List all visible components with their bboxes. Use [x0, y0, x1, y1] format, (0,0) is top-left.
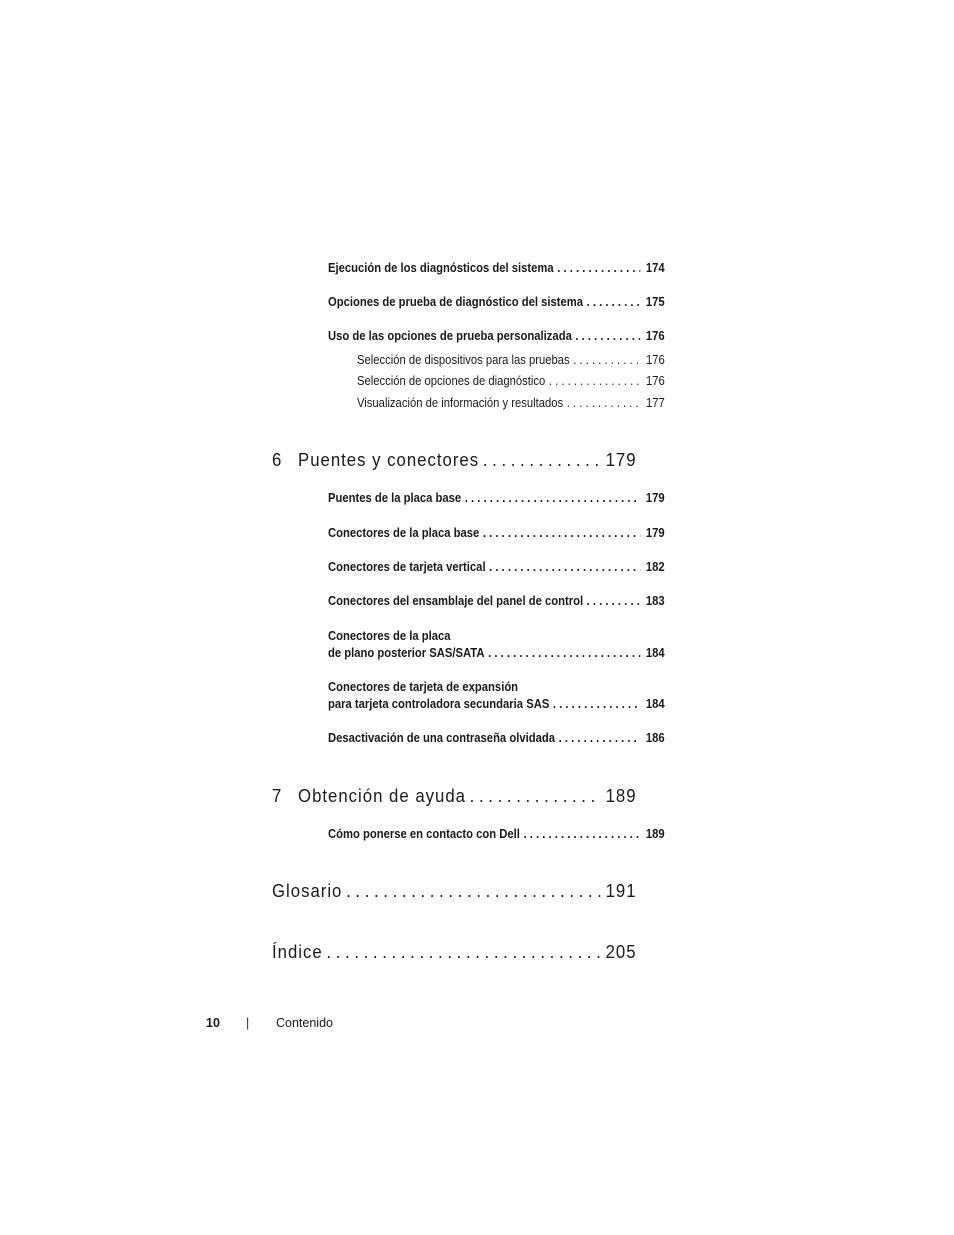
toc-entry-page: 182 [645, 560, 665, 574]
toc-entry-title: Conectores del ensamblaje del panel de control [328, 594, 584, 608]
toc-indice[interactable] [272, 942, 637, 963]
leader-dots [553, 696, 640, 713]
toc-entry-page: 176 [645, 329, 665, 343]
chapter-title: Obtención de ayuda [298, 786, 466, 806]
toc-entry-conectores-placa-base[interactable] [328, 526, 665, 540]
chapter-number: 6 [272, 450, 283, 470]
leader-dots [587, 295, 641, 309]
leader-dots [549, 374, 641, 388]
leader-dots [483, 526, 640, 540]
chapter-page: 189 [605, 786, 637, 806]
page-number: 10 [206, 1016, 220, 1030]
leader-dots [326, 942, 600, 963]
toc-entry-title: Cómo ponerse en contacto con Dell [328, 827, 520, 841]
leader-dots [575, 329, 640, 343]
chapter-page: 191 [605, 881, 637, 901]
chapter-number: 7 [272, 786, 283, 806]
chapter-page: 179 [605, 450, 637, 470]
toc-entry-title: Desactivación de una contraseña olvidada [328, 731, 555, 745]
leader-dots [524, 827, 641, 841]
toc-entry-conectores-tarjeta-vertical[interactable] [328, 560, 665, 574]
toc-subentry-seleccion-dispositivos[interactable] [357, 353, 665, 367]
toc-glosario[interactable] [272, 881, 637, 902]
chapter-title: Índice [272, 942, 323, 962]
toc-entry-opciones-prueba[interactable] [328, 295, 665, 309]
toc-entry-uso-opciones[interactable] [328, 329, 665, 343]
toc-subentry-visualizacion[interactable] [357, 396, 665, 410]
toc-entry-page: 179 [645, 491, 665, 505]
leader-dots [559, 731, 641, 745]
footer-section-name: Contenido [276, 1016, 333, 1030]
toc-entry-page: 179 [645, 526, 665, 540]
leader-dots [470, 786, 600, 807]
page-footer [206, 1016, 333, 1030]
toc-entry-title: Conectores de tarjeta vertical [328, 560, 486, 574]
toc-entry-title: Visualización de información y resultados [357, 396, 564, 410]
footer-separator: | [246, 1016, 250, 1030]
leader-dots [346, 881, 600, 902]
toc-entry-conectores-panel-control[interactable] [328, 594, 665, 608]
toc-entry-title: Conectores de la placa base [328, 526, 480, 540]
toc-entry-title-line1: Conectores de tarjeta de expansión [328, 680, 519, 694]
toc-entry-page: 184 [645, 646, 665, 660]
toc-entry-page: 177 [646, 396, 665, 410]
leader-dots [567, 396, 641, 410]
toc-entry-title-line2: para tarjeta controladora secundaria SAS [328, 697, 550, 711]
toc-entry-page: 175 [645, 295, 665, 309]
toc-chapter-7[interactable] [272, 786, 637, 807]
toc-entry-page: 176 [646, 353, 665, 367]
chapter-title: Puentes y conectores [298, 450, 480, 470]
toc-entry-conectores-tarjeta-expansion[interactable] [328, 679, 665, 713]
leader-dots [488, 645, 640, 662]
toc-entry-title-line1: Conectores de la placa [328, 629, 451, 643]
toc-entry-page: 183 [645, 594, 665, 608]
chapter-page: 205 [605, 942, 637, 962]
chapter-title: Glosario [272, 881, 343, 901]
toc-entry-page: 189 [645, 827, 665, 841]
toc-entry-page: 184 [645, 697, 665, 711]
toc-entry-title: Opciones de prueba de diagnóstico del sistema [328, 295, 584, 309]
leader-dots [573, 353, 640, 367]
toc-entry-page: 174 [645, 261, 665, 275]
toc-entry-title: Selección de opciones de diagnóstico [357, 374, 546, 388]
toc-subentry-seleccion-opciones[interactable] [357, 374, 665, 388]
toc-chapter-6[interactable] [272, 450, 637, 471]
leader-dots [465, 491, 641, 505]
toc-entry-puentes-placa-base[interactable] [328, 491, 665, 505]
leader-dots [557, 261, 640, 275]
toc-entry-title: Ejecución de los diagnósticos del sistema [328, 261, 554, 275]
leader-dots [483, 450, 600, 471]
toc-entry-title: Selección de dispositivos para las pruebas [357, 353, 570, 367]
toc-entry-contacto-dell[interactable] [328, 827, 665, 841]
toc-entry-desactivacion-contrasena[interactable] [328, 731, 665, 745]
toc-entry-conectores-plano-posterior[interactable] [328, 628, 665, 662]
toc-entry-page: 186 [645, 731, 665, 745]
toc-entry-page: 176 [646, 374, 665, 388]
toc-entry-title: Uso de las opciones de prueba personalizada [328, 329, 572, 343]
toc-entry-title: Puentes de la placa base [328, 491, 462, 505]
toc-entry-ejecucion-diagnosticos[interactable] [328, 261, 665, 275]
toc-entry-title-line2: de plano posterior SAS/SATA [328, 646, 485, 660]
leader-dots [489, 560, 640, 574]
leader-dots [587, 594, 641, 608]
